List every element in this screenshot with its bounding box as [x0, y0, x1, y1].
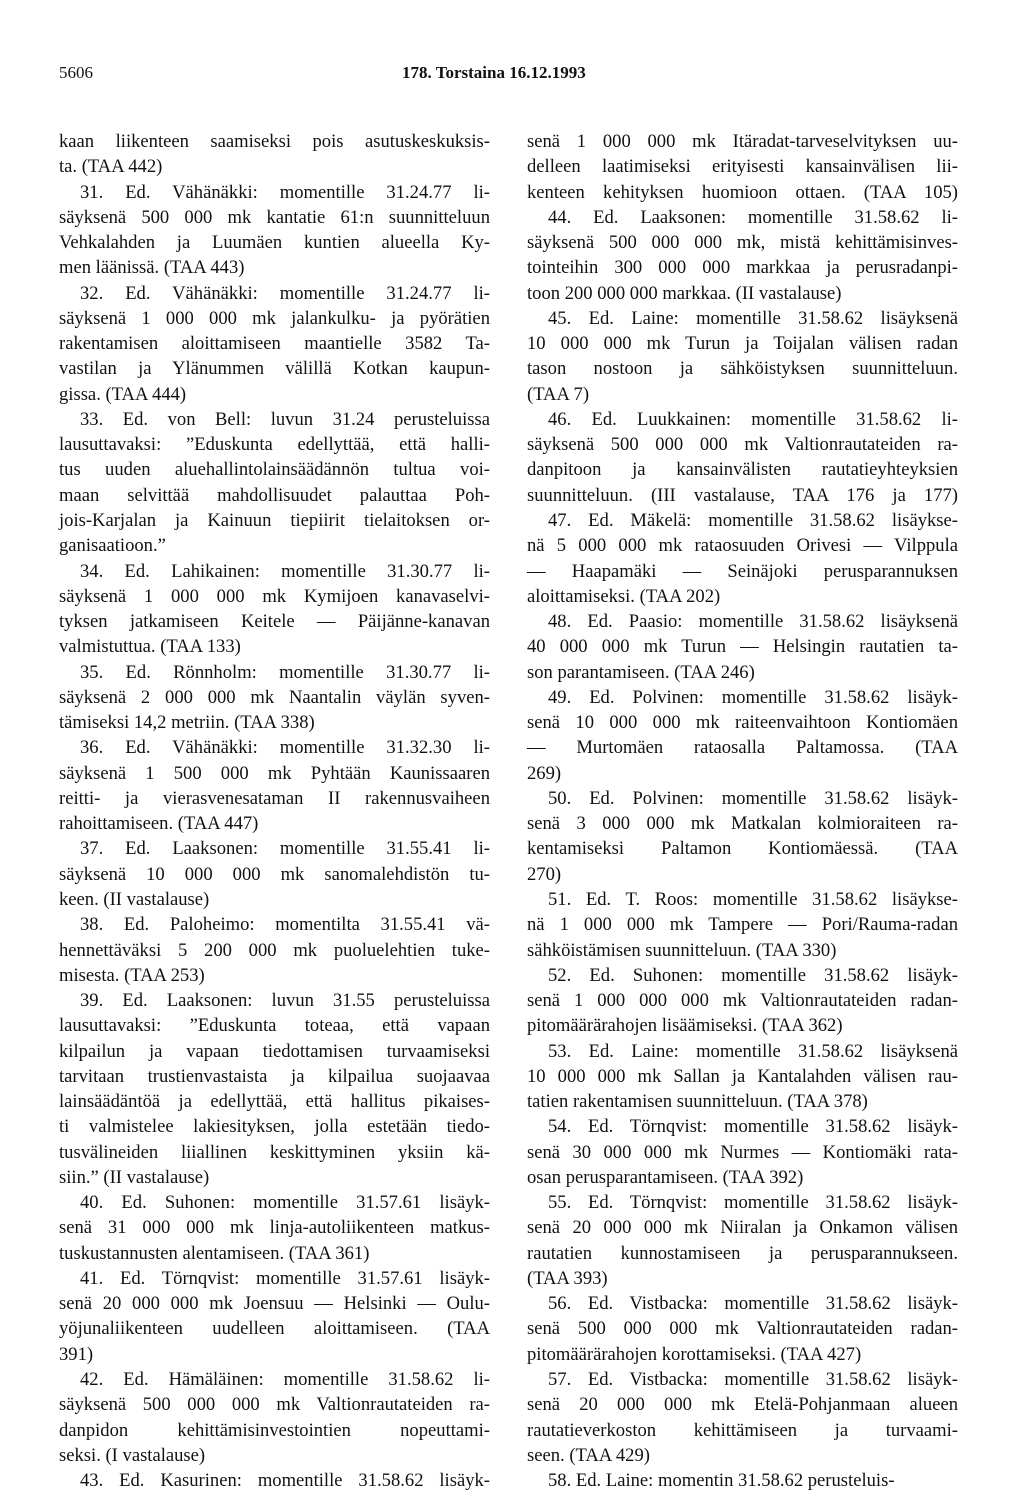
text-line: 31. Ed. Vähänäkki: momentille 31.24.77 li-: [80, 181, 490, 203]
text-line: senä 20 000 000 mk Niiralan ja Onkamon välisen: [527, 1217, 958, 1239]
text-line: tämiseksi 14,2 metriin. (TAA 338): [59, 712, 315, 734]
text-line: kenteen kehityksen huomioon ottaen. (TAA 105): [527, 181, 958, 203]
text-line: — Haapamäki — Seinäjoki perusparannuksen: [527, 560, 958, 582]
text-line: 37. Ed. Laaksonen: momentille 31.55.41 li-: [80, 838, 490, 860]
text-line: tatien rakentamisen suunnitteluun. (TAA 378): [527, 1091, 868, 1113]
text-line: tointeihin 300 000 000 markkaa ja perusradanpi-: [527, 257, 958, 279]
text-line: tyksen jatkamiseen Keitele — Päijänne-kanavan: [59, 611, 490, 633]
text-line: tarvitaan trustienvastaista ja kilpailua suojaavaa: [59, 1065, 490, 1087]
text-line: säyksenä 500 000 mk kantatie 61:n suunnitteluun: [59, 206, 490, 228]
text-line: senä 3 000 000 mk Matkalan kolmioraiteen ra-: [527, 813, 958, 835]
text-line: danpidon kehittämisinvestointien nopeuttami-: [59, 1419, 490, 1441]
text-line: siin.” (II vastalause): [59, 1166, 210, 1188]
text-line: 391): [59, 1343, 94, 1365]
text-line: 33. Ed. von Bell: luvun 31.24 perusteluissa: [80, 408, 490, 430]
text-line: säyksenä 1 000 000 mk Kymijoen kanavaselvi-: [59, 585, 490, 607]
text-line: säyksenä 500 000 000 mk Valtionrautateiden ra-: [527, 434, 958, 456]
text-line: 39. Ed. Laaksonen: luvun 31.55 perusteluissa: [80, 990, 490, 1012]
text-line: pitomäärärahojen korottamiseksi. (TAA 427): [527, 1343, 862, 1365]
text-line: 54. Ed. Törnqvist: momentille 31.58.62 lisäyk-: [548, 1116, 958, 1138]
text-line: senä 20 000 000 mk Etelä-Pohjanmaan alueen: [527, 1394, 958, 1416]
text-line: jois-Karjalan ja Kainuun tiepiirit tielaitoksen or-: [59, 509, 490, 531]
text-line: (TAA 393): [527, 1267, 608, 1289]
text-line: 10 000 000 mk Turun ja Toijalan välisen radan: [527, 333, 958, 355]
text-line: toon 200 000 000 markkaa. (II vastalause): [527, 282, 842, 304]
text-line: reitti- ja vierasvenesataman II rakennusvaiheen: [59, 787, 490, 809]
text-line: delleen laatimiseksi erityisesti kansainvälisen lii-: [527, 156, 958, 178]
text-line: maan selvittää mahdollisuudet palauttaa Poh-: [59, 484, 490, 506]
text-line: pitomäärärahojen lisäämiseksi. (TAA 362): [527, 1015, 843, 1037]
text-line: 269): [527, 762, 562, 784]
text-line: keen. (II vastalause): [59, 888, 210, 910]
right-column: [527, 129, 958, 1493]
text-line: senä 500 000 000 mk Valtionrautateiden radan-: [527, 1318, 958, 1340]
running-head: 178. Torstaina 16.12.1993: [402, 63, 586, 82]
text-line: yöjunaliikenteen uudelleen aloittamiseen. (TAA: [59, 1318, 490, 1340]
text-line: kentamiseksi Paltamon Kontiomäessä. (TAA: [527, 838, 958, 860]
text-line: osan perusparantamiseen. (TAA 392): [527, 1166, 804, 1188]
text-line: tusvälineiden liiallinen keskittyminen yksiin kä-: [59, 1141, 490, 1163]
text-line: rakentamisen aloittamiseen maantielle 3582 Ta-: [59, 333, 490, 355]
text-line: 38. Ed. Paloheimo: momentilta 31.55.41 vä-: [80, 914, 490, 936]
text-line: tus uuden aluehallintolainsäädännön tultua voi-: [59, 459, 490, 481]
text-line: 48. Ed. Paasio: momentille 31.58.62 lisäyksenä: [548, 611, 958, 633]
text-line: 58. Ed. Laine: momentin 31.58.62 perusteluis-: [548, 1470, 895, 1492]
text-line: — Murtomäen rataosalla Paltamossa. (TAA: [527, 737, 958, 759]
text-line: 10 000 000 mk Sallan ja Kantalahden välisen rau-: [527, 1065, 958, 1087]
text-line: seen. (TAA 429): [527, 1444, 650, 1466]
text-line: senä 10 000 000 mk raiteenvaihtoon Kontiomäen: [527, 712, 958, 734]
text-line: gissa. (TAA 444): [59, 383, 187, 405]
text-line: Vehkalahden ja Luumäen kuntien alueella Ky-: [59, 232, 490, 254]
text-line: (TAA 7): [527, 383, 590, 405]
text-line: 55. Ed. Törnqvist: momentille 31.58.62 lisäyk-: [548, 1192, 958, 1214]
text-line: lainsäädäntöä ja edellyttää, että hallitus pikaises-: [59, 1091, 490, 1113]
text-line: men läänissä. (TAA 443): [59, 257, 245, 279]
text-line: 34. Ed. Lahikainen: momentille 31.30.77 li-: [80, 560, 490, 582]
text-line: 53. Ed. Laine: momentille 31.58.62 lisäyksenä: [548, 1040, 958, 1062]
text-line: seksi. (I vastalause): [59, 1444, 206, 1466]
left-column: [59, 129, 490, 1493]
text-line: lausuttavaksi: ”Eduskunta toteaa, että vapaan: [59, 1015, 490, 1037]
text-line: senä 31 000 000 mk linja-autoliikenteen matkus-: [59, 1217, 490, 1239]
text-line: valmistuttua. (TAA 133): [59, 636, 241, 658]
text-line: säyksenä 2 000 000 mk Naantalin väylän syven-: [59, 686, 490, 708]
text-line: 52. Ed. Suhonen: momentille 31.58.62 lisäyk-: [548, 964, 958, 986]
text-line: 36. Ed. Vähänäkki: momentille 31.32.30 li-: [80, 737, 490, 759]
text-line: 57. Ed. Vistbacka: momentille 31.58.62 lisäyk-: [548, 1369, 958, 1391]
text-line: säyksenä 1 000 000 mk jalankulku- ja pyörätien: [59, 307, 490, 329]
text-line: rautatieverkoston kehittämiseen ja turvaami-: [527, 1419, 958, 1441]
text-line: nä 5 000 000 mk rataosuuden Orivesi — Vilppula: [527, 535, 958, 557]
text-line: 46. Ed. Luukkainen: momentille 31.58.62 li-: [548, 408, 958, 430]
text-line: 40 000 000 mk Turun — Helsingin rautatien ta-: [527, 636, 958, 658]
text-line: danpitoon ja kansainvälisten rautatieyhteyksien: [527, 459, 958, 481]
text-line: ta. (TAA 442): [59, 156, 163, 178]
text-line: säyksenä 1 500 000 mk Pyhtään Kaunissaaren: [59, 762, 490, 784]
text-line: hennettäväksi 5 200 000 mk puoluelehtien tuke-: [59, 939, 490, 961]
text-line: aloittamiseksi. (TAA 202): [527, 585, 721, 607]
text-line: lausuttavaksi: ”Eduskunta edellyttää, että halli-: [59, 434, 490, 456]
text-line: rahoittamiseen. (TAA 447): [59, 813, 259, 835]
text-line: nä 1 000 000 mk Tampere — Pori/Rauma-radan: [527, 914, 958, 936]
text-line: senä 30 000 000 mk Nurmes — Kontiomäki rata-: [527, 1141, 958, 1163]
text-line: säyksenä 10 000 000 mk sanomalehdistön tu-: [59, 863, 490, 885]
text-line: 56. Ed. Vistbacka: momentille 31.58.62 lisäyk-: [548, 1293, 958, 1315]
text-line: 45. Ed. Laine: momentille 31.58.62 lisäyksenä: [548, 307, 958, 329]
text-line: ganisaatioon.”: [59, 535, 166, 557]
text-line: 50. Ed. Polvinen: momentille 31.58.62 lisäyk-: [548, 787, 958, 809]
text-line: senä 20 000 000 mk Joensuu — Helsinki — Oulu-: [59, 1293, 490, 1315]
text-line: 42. Ed. Hämäläinen: momentille 31.58.62 li-: [80, 1369, 490, 1391]
text-line: senä 1 000 000 000 mk Valtionrautateiden radan-: [527, 990, 958, 1012]
text-line: 47. Ed. Mäkelä: momentille 31.58.62 lisäykse-: [548, 509, 958, 531]
text-line: vastilan ja Ylänummen välillä Kotkan kaupun-: [59, 358, 490, 380]
text-line: säyksenä 500 000 000 mk Valtionrautateiden ra-: [59, 1394, 490, 1416]
text-line: senä 1 000 000 mk Itäradat-tarveselvityksen uu-: [527, 131, 958, 152]
text-line: 35. Ed. Rönnholm: momentille 31.30.77 li-: [80, 661, 490, 683]
text-line: säyksenä 500 000 000 mk, mistä kehittämisinves-: [527, 232, 958, 254]
text-line: 44. Ed. Laaksonen: momentille 31.58.62 li-: [548, 206, 958, 228]
text-line: tason nostoon ja sähköistyksen suunnitteluun.: [527, 358, 958, 380]
text-line: 270): [527, 863, 562, 885]
text-line: misesta. (TAA 253): [59, 964, 205, 986]
text-line: 32. Ed. Vähänäkki: momentille 31.24.77 li-: [80, 282, 490, 304]
text-line: 49. Ed. Polvinen: momentille 31.58.62 lisäyk-: [548, 686, 958, 708]
text-line: rautatien kunnostamiseen ja perusparannukseen.: [527, 1242, 958, 1264]
text-line: 40. Ed. Suhonen: momentille 31.57.61 lisäyk-: [80, 1192, 490, 1214]
text-line: tuskustannusten alentamiseen. (TAA 361): [59, 1242, 370, 1264]
text-line: 51. Ed. T. Roos: momentille 31.58.62 lisäykse-: [548, 888, 958, 910]
text-line: kilpailun ja vapaan tiedottamisen turvaamiseksi: [59, 1040, 490, 1062]
text-line: kaan liikenteen saamiseksi pois asutuskeskuksis-: [59, 131, 490, 152]
text-line: suunnitteluun. (III vastalause, TAA 176 ja 177): [527, 484, 958, 506]
text-line: son parantamiseen. (TAA 246): [527, 661, 755, 683]
text-line: ti valmistelee lakiesityksen, jolla estetään tiedo-: [59, 1116, 490, 1138]
text-line: 41. Ed. Törnqvist: momentille 31.57.61 lisäyk-: [80, 1267, 490, 1289]
text-line: sähköistämisen suunnitteluun. (TAA 330): [527, 939, 837, 961]
page-number: 5606: [59, 63, 93, 82]
text-line: 43. Ed. Kasurinen: momentille 31.58.62 lisäyk-: [80, 1470, 490, 1492]
